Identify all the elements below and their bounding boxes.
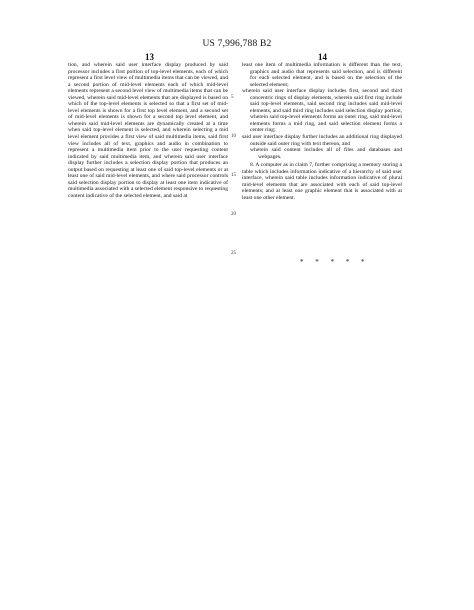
- line-number-25: 25: [231, 251, 236, 256]
- claim-text-paragraph: least one item of multimedia information is different than the text, graphics and audio that represents said selection, and is different for each selected element, and is based on the selection of the selected element;: [242, 62, 402, 88]
- patent-number: US 7,996,788 B2: [202, 39, 272, 49]
- line-number-5: 5: [231, 95, 234, 100]
- line-number-20: 20: [231, 212, 236, 217]
- claim-8-paragraph: 8. A computer as in claim 7, further comprising a memory storing a table which includes information indicative of a hierarchy of said user interface, wherein said table includes information indicative of plural mid-level elements that are associated with each of said top-level elements; and at least one graphic element that is associated with at least one other element.: [242, 162, 402, 201]
- claim-text-paragraph: said user interface display further includes an additional ring displayed outside said outer ring with text thereon, and: [242, 134, 402, 147]
- left-column: [68, 62, 228, 199]
- right-column: [242, 62, 402, 201]
- claim-text-paragraph: wherein said content includes all of files and databases and webpages.: [250, 147, 402, 160]
- line-number-15: 15: [231, 173, 236, 178]
- line-number-10: 10: [231, 134, 236, 139]
- left-column-text: tion, and wherein said user interface display produced by said processor includes a first portion of top-level elements, each of which represent a first level view of multimedia items that can be viewed, and a second portion of mid-level elements each of which mid-level elements represent a second level view of multimedia items that can be viewed, wherein said mid-level elements that are displayed is based on which of the top-level elements is selected so that a first set of mid-level elements is shown for a first top level element, and a second set of mid-level elements is shown for a second top level element, and wherein said mid-level elements are dynamically created at a time when said top-level element is selected, and wherein selecting a mid level element provides a first view of said multimedia items, said first view includes all of text, graphics and audio in combination to represent a multimedia item prior to the user requesting content indicated by said multimedia item, and wherein said user interface display further includes a selection display portion that produces an output based on requesting at least one of said top-level elements or at least one of said mid-level elements, and where said processor controls said selection display portion to display at least one item indicative of multimedia associated with a selected element responsive to requesting content indicative of the selected element, and said at: [68, 62, 228, 199]
- end-of-document-mark: * * * * *: [300, 258, 370, 266]
- column-number-right: 14: [318, 52, 327, 62]
- column-number-left: 13: [145, 52, 154, 62]
- claim-text-paragraph: wherein said user interface display includes first, second and third concentric rings of display elements, wherein said first ring include said top-level elements, said second ring includes said mid-level elements, and said third ring includes said selection display portion, wherein said top-level elements forms an outer ring, said mid-level elements forms a mid ring, and said selection element forms a center ring;: [242, 88, 402, 134]
